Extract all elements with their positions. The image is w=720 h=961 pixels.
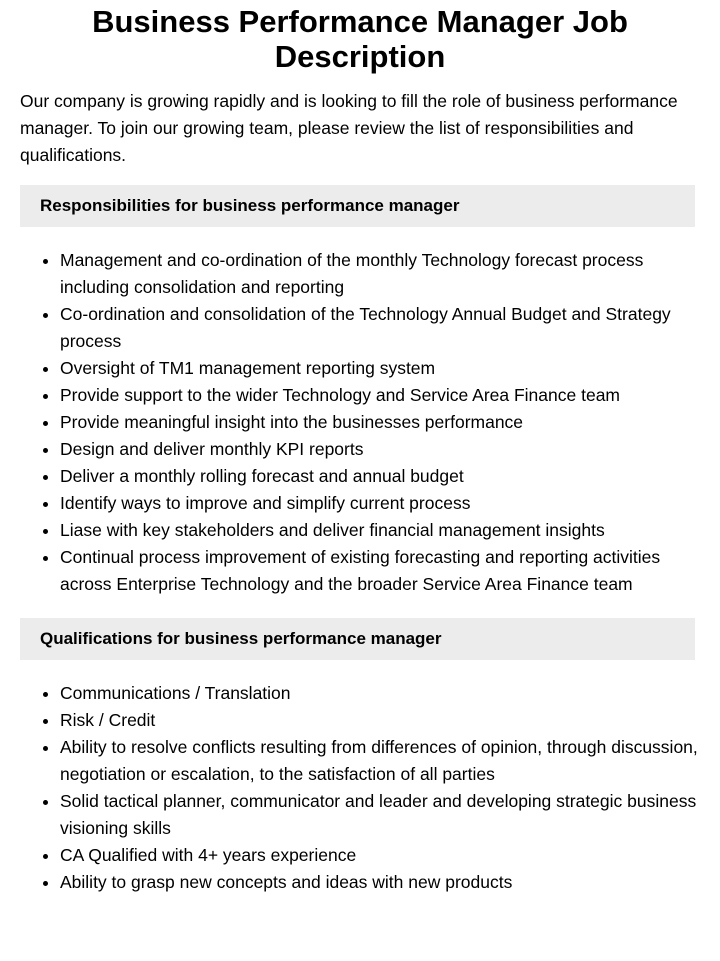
list-item: • Management and co-ordination of the monthly Technology forecast process including consolidation and reporting — [60, 247, 700, 301]
intro-text: Our company is growing rapidly and is looking to fill the role of business performance manager. To join our growing team, please review the list of responsibilities and qualifications. — [20, 91, 678, 165]
list-item: • Oversight of TM1 management reporting system — [60, 355, 700, 382]
list-item: • Deliver a monthly rolling forecast and annual budget — [60, 463, 700, 490]
list-item: • Risk / Credit — [60, 707, 700, 734]
list-item: • Co-ordination and consolidation of the Technology Annual Budget and Strategy process — [60, 301, 700, 355]
qualifications-list — [20, 680, 700, 896]
qualifications-heading: Qualifications for business performance manager — [20, 618, 695, 660]
list-item: • Communications / Translation — [60, 680, 700, 707]
responsibilities-list — [20, 247, 700, 598]
list-item: • Continual process improvement of existing forecasting and reporting activities across Enterprise Technology and the broader Service Area Finance team — [60, 544, 700, 598]
list-item: • Ability to grasp new concepts and ideas with new products — [60, 869, 700, 896]
responsibilities-heading: Responsibilities for business performance manager — [20, 185, 695, 227]
list-item: • Provide meaningful insight into the businesses performance — [60, 409, 700, 436]
list-item: • Provide support to the wider Technology and Service Area Finance team — [60, 382, 700, 409]
list-item: • Liase with key stakeholders and deliver financial management insights — [60, 517, 700, 544]
list-item: • Identify ways to improve and simplify current process — [60, 490, 700, 517]
list-item: • Solid tactical planner, communicator and leader and developing strategic business visioning skills — [60, 788, 700, 842]
list-item: • CA Qualified with 4+ years experience — [60, 842, 700, 869]
list-item: • Design and deliver monthly KPI reports — [60, 436, 700, 463]
list-item: • Ability to resolve conflicts resulting from differences of opinion, through discussion, negotiation or escalation, to the satisfaction of all parties — [60, 734, 700, 788]
page-title: Business Performance Manager Job Description — [92, 4, 628, 74]
